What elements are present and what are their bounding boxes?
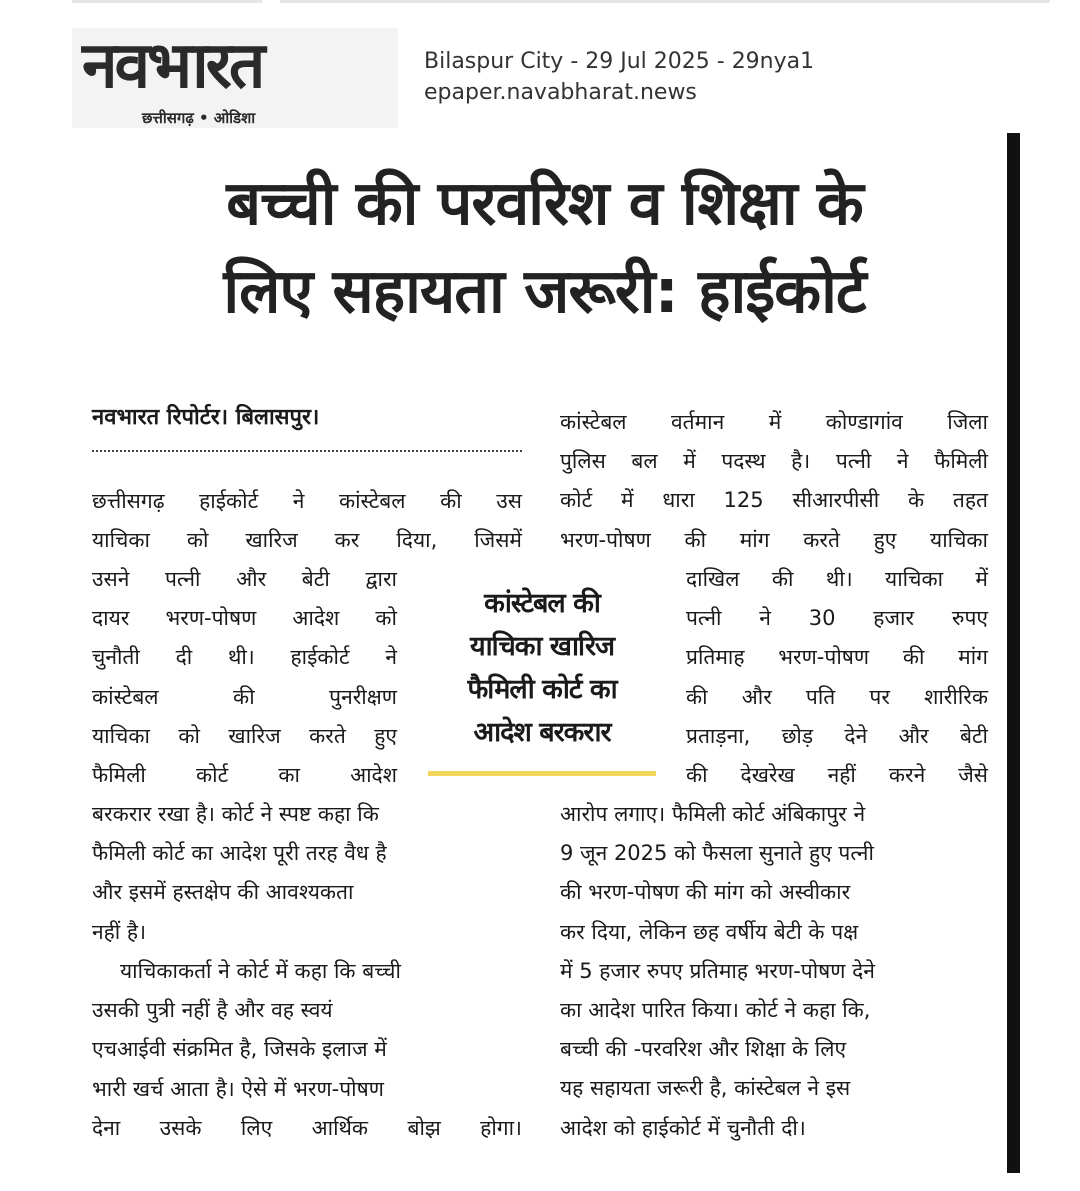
text-line: में 5 हजार रुपए प्रतिमाह भरण-पोषण देने	[560, 958, 875, 983]
text-line: पत्नी ने 30 हजार रुपए	[686, 606, 988, 631]
page-edge-rule	[1007, 133, 1020, 1173]
text-line: प्रतिमाह भरण-पोषण की मांग	[686, 645, 988, 670]
text-line: प्रताड़ना, छोड़ देने और बेटी	[686, 723, 988, 748]
text-line: पुलिस बल में पदस्थ है। पत्नी ने फैमिली	[560, 449, 988, 474]
text-line: का आदेश पारित किया। कोर्ट ने कहा कि,	[560, 998, 871, 1023]
newspaper-logo: नवभारत	[82, 29, 263, 103]
text-line: फैमिली कोर्ट का आदेश	[92, 763, 397, 788]
text-line: कर दिया, लेकिन छह वर्षीय बेटी के पक्ष	[560, 919, 859, 944]
top-border-left	[72, 0, 262, 3]
text-line: कांस्टेबल वर्तमान में कोण्डागांव जिला	[560, 410, 988, 434]
text-line: भरण-पोषण की मांग करते हुए याचिका	[560, 527, 988, 552]
text-line: उसने पत्नी और बेटी द्वारा	[92, 567, 397, 591]
top-border-right	[280, 0, 1050, 3]
text-line: एचआईवी संक्रमित है, जिसके इलाज में	[92, 1037, 387, 1062]
left-text-top	[92, 482, 522, 560]
right-text-top	[560, 403, 988, 560]
text-line: दाखिल की थी। याचिका में	[686, 567, 988, 591]
top-border	[0, 0, 1080, 6]
text-line: यह सहायता जरूरी है, कांस्टेबल ने इस	[560, 1076, 851, 1101]
article-byline: नवभारत रिपोर्टर। बिलासपुर।	[92, 405, 320, 430]
text-line: बरकरार रखा है। कोर्ट ने स्पष्ट कहा कि	[92, 802, 379, 826]
left-text-para-2	[92, 952, 522, 1148]
pull-quote-line: आदेश बरकरार	[473, 717, 611, 748]
text-line: की भरण-पोषण की मांग को अस्वीकार	[560, 880, 851, 905]
text-line: नहीं है।	[92, 919, 147, 944]
headline-line-1: बच्ची की परवरिश व शिक्षा के	[226, 168, 863, 239]
byline-divider	[92, 450, 522, 452]
text-line: की देखरेख नहीं करने जैसे	[686, 763, 988, 788]
text-line: छत्तीसगढ़ हाईकोर्ट ने कांस्टेबल की उस	[92, 489, 522, 513]
text-line: बच्ची की -परवरिश और शिक्षा के लिए	[560, 1037, 847, 1062]
text-line: याचिका को खारिज करते हुए	[92, 723, 397, 748]
text-line: भारी खर्च आता है। ऐसे में भरण-पोषण	[92, 1076, 384, 1101]
pull-quote-line: कांस्टेबल की	[484, 588, 600, 619]
text-line: याचिकाकर्ता ने कोर्ट में कहा कि बच्ची	[120, 959, 401, 983]
right-text-narrow	[686, 560, 988, 795]
text-line: उसकी पुत्री नहीं है और वह स्वयं	[92, 998, 333, 1023]
text-line: कांस्टेबल की पुनरीक्षण	[92, 684, 397, 709]
newspaper-masthead	[72, 28, 398, 128]
text-line: और इसमें हस्तक्षेप की आवश्यकता	[92, 880, 354, 905]
pull-quote-underline	[428, 771, 656, 776]
text-line: की और पति पर शारीरिक	[686, 684, 988, 709]
text-line: कोर्ट में धारा 125 सीआरपीसी के तहत	[560, 488, 988, 513]
text-line: फैमिली कोर्ट का आदेश पूरी तरह वैध है	[92, 841, 387, 866]
left-text-narrow	[92, 560, 397, 795]
text-line: आरोप लगाए। फैमिली कोर्ट अंबिकापुर ने	[560, 802, 866, 826]
pull-quote	[428, 582, 656, 760]
left-text-bottom	[92, 795, 522, 952]
edition-date-line: Bilaspur City - 29 Jul 2025 - 29nya1	[424, 49, 815, 74]
text-line: याचिका को खारिज कर दिया, जिसमें	[92, 528, 522, 553]
text-line: देना उसके लिए आर्थिक बोझ होगा।	[92, 1115, 522, 1140]
text-line: आदेश को हाईकोर्ट में चुनौती दी।	[560, 1115, 806, 1140]
masthead-tagline: छत्तीसगढ़ • ओडिशा	[142, 109, 256, 127]
text-line: 9 जून 2025 को फैसला सुनाते हुए पत्नी	[560, 841, 874, 866]
text-line: चुनौती दी थी। हाईकोर्ट ने	[92, 645, 397, 670]
pull-quote-line: फैमिली कोर्ट का	[467, 674, 617, 705]
edition-info	[424, 46, 924, 108]
edition-website: epaper.navabharat.news	[424, 80, 697, 105]
article-headline	[92, 160, 997, 336]
right-text-bottom	[560, 795, 988, 1148]
pull-quote-line: याचिका खारिज	[469, 631, 615, 662]
text-line: दायर भरण-पोषण आदेश को	[92, 606, 397, 631]
headline-line-2: लिए सहायता जरूरी: हाईकोर्ट	[223, 256, 866, 327]
